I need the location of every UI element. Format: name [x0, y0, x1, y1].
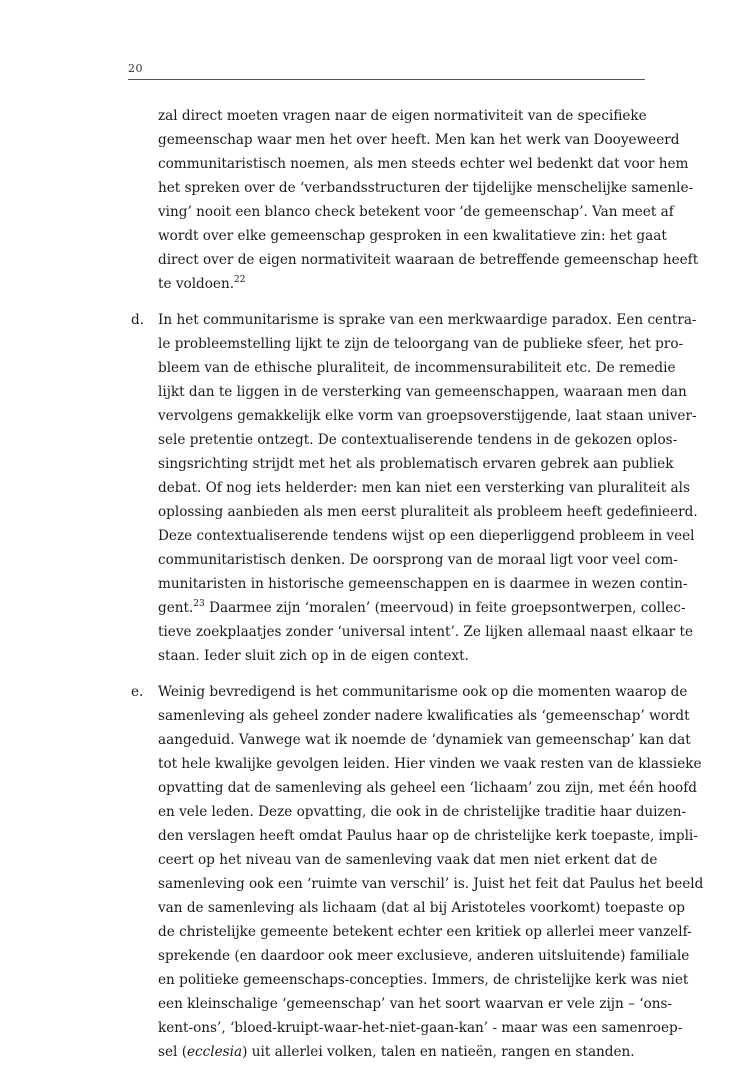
text-line: tot hele kwalijke gevolgen leiden. Hier vinden we vaak resten van de klassieke	[158, 756, 702, 772]
text-line: In het communitarisme is sprake van een merkwaardige paradox. Een centra-	[158, 312, 697, 328]
text-line	[158, 596, 686, 620]
text-line: Deze contextualiserende tendens wijst op een dieperliggend probleem in veel	[158, 528, 695, 544]
text-line: lijkt dan te liggen in de versterking van gemeenschappen, waaraan men dan	[158, 384, 687, 400]
footnote-ref-22: 22	[234, 275, 246, 285]
text-line: munitaristen in historische gemeenschappen en is daarmee in wezen contin-	[158, 576, 688, 592]
text-segment: te voldoen.	[158, 276, 235, 292]
text-line: aangeduid. Vanwege wat ik noemde de ‘dynamiek van gemeenschap’ kan dat	[158, 732, 691, 748]
text-segment: sel (	[158, 1044, 187, 1060]
italic-term-ecclesia: ecclesia	[187, 1044, 243, 1060]
text-line: direct over de eigen normativiteit waaraan de betreffende gemeenschap heeft	[158, 252, 699, 268]
text-line: opvatting dat de samenleving als geheel een ‘lichaam’ zou zijn, met één hoofd	[158, 780, 697, 796]
text-segment: Daarmee zijn ‘moralen’ (meervoud) in feite groepsontwerpen, collec-	[204, 600, 686, 616]
text-line: ceert op het niveau van de samenleving vaak dat men niet erkent dat de	[158, 852, 658, 868]
text-line: een kleinschalige ‘gemeenschap’ van het soort waarvan er vele zijn – ‘ons-	[158, 996, 673, 1012]
text-line: le probleemstelling lijkt te zijn de teloorgang van de publieke sfeer, het pro-	[158, 336, 684, 352]
text-line: de christelijke gemeente betekent echter een kritiek op allerlei meer vanzelf-	[158, 924, 692, 940]
page-number: 20	[128, 62, 143, 75]
text-line: communitaristisch noemen, als men steeds echter wel bedenkt dat voor hem	[158, 156, 689, 172]
text-line: tieve zoekplaatjes zonder ‘universal intent’. Ze lijken allemaal naast elkaar te	[158, 624, 693, 640]
footnote-ref-23: 23	[193, 599, 205, 609]
list-marker: d.	[131, 312, 145, 328]
text-line: van de samenleving als lichaam (dat al bij Aristoteles voorkomt) toepaste op	[158, 900, 685, 916]
text-line: en politieke gemeenschaps-concepties. Immers, de christelijke kerk was niet	[158, 972, 689, 988]
text-line: debat. Of nog iets helderder: men kan niet een versterking van pluraliteit als	[158, 480, 690, 496]
text-line: samenleving ook een ‘ruimte van verschil’ is. Juist het feit dat Paulus het beeld	[158, 876, 704, 892]
text-line: oplossing aanbieden als men eerst pluraliteit als probleem heeft gedefinieerd.	[158, 504, 698, 520]
text-line: wordt over elke gemeenschap gesproken in een kwalitatieve zin: het gaat	[158, 228, 667, 244]
text-line: staan. Ieder sluit zich op in de eigen context.	[158, 648, 469, 664]
text-line	[158, 272, 645, 296]
header-rule	[128, 79, 645, 80]
text-line: singsrichting strijdt met het als problematisch ervaren gebrek aan publiek	[158, 456, 674, 472]
text-segment: ) uit allerlei volken, talen en natieën, rangen en standen.	[242, 1044, 635, 1060]
text-line: sele pretentie ontzegt. De contextualiserende tendens in de gekozen oplos-	[158, 432, 678, 448]
text-line: ving’ nooit een blanco check betekent voor ‘de gemeenschap’. Van meet af	[158, 204, 674, 220]
text-line: zal direct moeten vragen naar de eigen normativiteit van de specifieke	[158, 108, 647, 124]
text-line: samenleving als geheel zonder nadere kwalificaties als ‘gemeenschap’ wordt	[158, 708, 690, 724]
text-line: het spreken over de ‘verbandsstructuren der tijdelijke menschelijke samenle-	[158, 180, 694, 196]
text-line: sprekende (en daardoor ook meer exclusieve, anderen uitsluitende) familiale	[158, 948, 690, 964]
text-line: den verslagen heeft omdat Paulus haar op de christelijke kerk toepaste, impli-	[158, 828, 698, 844]
text-line: gemeenschap waar men het over heeft. Men kan het werk van Dooyeweerd	[158, 132, 680, 148]
text-segment: gent.	[158, 600, 194, 616]
text-line: Weinig bevredigend is het communitarisme ook op die momenten waarop de	[158, 684, 688, 700]
text-line: communitaristisch denken. De oorsprong van de moraal ligt voor veel com-	[158, 552, 678, 568]
text-line	[158, 1040, 645, 1064]
text-line: vervolgens gemakkelijk elke vorm van groepsoverstijgende, laat staan univer-	[158, 408, 697, 424]
text-line: bleem van de ethische pluraliteit, de incommensurabiliteit etc. De remedie	[158, 360, 676, 376]
text-line: kent-ons’, ‘bloed-kruipt-waar-het-niet-gaan-kan’ - maar was een samenroep-	[158, 1020, 683, 1036]
text-line: en vele leden. Deze opvatting, die ook in de christelijke traditie haar duizen-	[158, 804, 687, 820]
list-marker: e.	[131, 684, 144, 700]
